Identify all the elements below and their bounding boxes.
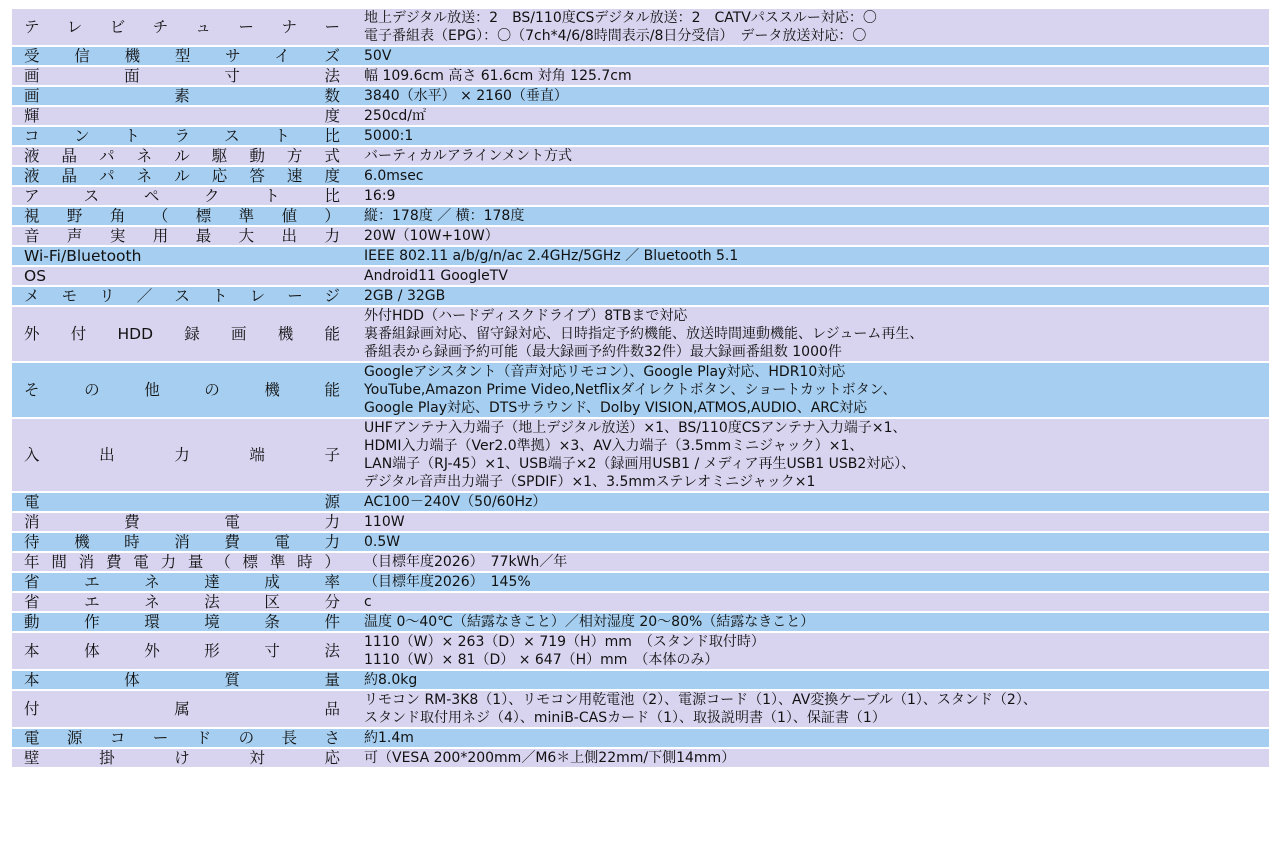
- spec-value-cell: [352, 492, 1269, 512]
- spec-value-line: （目標年度2026） 145%: [364, 574, 531, 590]
- spec-row: [12, 126, 1269, 146]
- spec-value-line: 0.5W: [364, 534, 401, 550]
- spec-label: 待機時消費電力: [24, 533, 340, 551]
- spec-label-cell: [12, 670, 352, 690]
- spec-value-line: 16:9: [364, 188, 396, 204]
- spec-label: 動作環境条件: [24, 613, 340, 631]
- spec-label: 画素数: [24, 87, 340, 105]
- spec-value-cell: [352, 632, 1269, 670]
- spec-value-cell: [352, 532, 1269, 552]
- spec-label-cell: [12, 592, 352, 612]
- spec-label: 電源: [24, 493, 340, 511]
- spec-value-line: スタンド取付用ネジ（4）、miniB-CASカード（1）、取扱説明書（1）、保証書（1）: [364, 710, 886, 726]
- spec-row: [12, 362, 1269, 418]
- spec-label: 外付HDD録画機能: [24, 325, 340, 343]
- spec-value-line: 250cd/㎡: [364, 108, 427, 124]
- spec-row: [12, 512, 1269, 532]
- spec-value-line: 外付HDD（ハードディスクドライブ）8TBまで対応: [364, 308, 688, 324]
- spec-label-cell: [12, 46, 352, 66]
- spec-row: [12, 492, 1269, 512]
- spec-label-cell: [12, 612, 352, 632]
- spec-value-line: Google Play対応、DTSサラウンド、Dolby VISION,ATMOS,AUDIO、ARC対応: [364, 400, 868, 416]
- spec-value-cell: [352, 266, 1269, 286]
- spec-row: [12, 286, 1269, 306]
- spec-label-cell: [12, 186, 352, 206]
- spec-label: テレビチューナー: [24, 18, 340, 36]
- spec-row: [12, 572, 1269, 592]
- spec-value-line: 110W: [364, 514, 405, 530]
- spec-value-line: バーティカルアラインメント方式: [364, 148, 573, 164]
- spec-value-cell: [352, 728, 1269, 748]
- spec-value-line: HDMI入力端子（Ver2.0準拠）×3、AV入力端子（3.5mmミニジャック）×1、: [364, 438, 864, 454]
- spec-label: コントラスト比: [24, 127, 340, 145]
- spec-row: [12, 186, 1269, 206]
- spec-label: 輝度: [24, 107, 340, 125]
- spec-label-cell: [12, 418, 352, 492]
- spec-value-cell: [352, 86, 1269, 106]
- spec-value-cell: [352, 226, 1269, 246]
- spec-label-cell: [12, 106, 352, 126]
- spec-label-cell: [12, 362, 352, 418]
- spec-value-cell: [352, 46, 1269, 66]
- spec-row: [12, 592, 1269, 612]
- spec-label: 電源コードの長さ: [24, 729, 340, 747]
- spec-label-cell: [12, 266, 352, 286]
- spec-label-cell: [12, 166, 352, 186]
- spec-label: 省エネ法区分: [24, 593, 340, 611]
- spec-value-cell: [352, 146, 1269, 166]
- spec-row: [12, 166, 1269, 186]
- spec-value-line: 3840（水平） × 2160（垂直）: [364, 88, 568, 104]
- spec-value-cell: [352, 66, 1269, 86]
- spec-row: [12, 670, 1269, 690]
- spec-value-cell: [352, 9, 1269, 46]
- spec-value-line: 約1.4m: [364, 730, 414, 746]
- spec-row: [12, 418, 1269, 492]
- spec-label: 画面寸法: [24, 67, 340, 85]
- spec-label: OS: [24, 267, 47, 285]
- spec-row: [12, 9, 1269, 46]
- spec-row: [12, 246, 1269, 266]
- spec-value-line: リモコン RM-3K8（1）、リモコン用乾電池（2）、電源コード（1）、AV変換ケーブル（1）、スタンド（2）、: [364, 692, 1037, 708]
- spec-value-line: デジタル音声出力端子（SPDIF）×1、3.5mmステレオミニジャック×1: [364, 474, 816, 490]
- spec-value-line: 縦：178度 ／ 横：178度: [364, 208, 525, 224]
- spec-label: 音声実用最大出力: [24, 227, 340, 245]
- spec-label: メモリ／ストレージ: [24, 287, 340, 305]
- spec-value-cell: [352, 552, 1269, 572]
- spec-label: その他の機能: [24, 381, 340, 399]
- spec-value-cell: [352, 106, 1269, 126]
- spec-label: 消費電力: [24, 513, 340, 531]
- spec-value-cell: [352, 670, 1269, 690]
- spec-row: [12, 306, 1269, 362]
- spec-value-line: 1110（W）× 81（D） × 647（H）mm （本体のみ）: [364, 652, 719, 668]
- spec-row: [12, 532, 1269, 552]
- spec-row: [12, 146, 1269, 166]
- spec-label: 視野角（標準値）: [24, 207, 340, 225]
- spec-label-cell: [12, 748, 352, 768]
- spec-label-cell: [12, 306, 352, 362]
- spec-row: [12, 690, 1269, 728]
- spec-value-line: c: [364, 594, 372, 610]
- spec-row: [12, 106, 1269, 126]
- spec-label-cell: [12, 572, 352, 592]
- spec-label-cell: [12, 206, 352, 226]
- spec-value-line: 50V: [364, 48, 392, 64]
- spec-label-cell: [12, 126, 352, 146]
- spec-label: 本体質量: [24, 671, 340, 689]
- spec-value-line: 20W（10W+10W）: [364, 228, 499, 244]
- spec-table-body: [12, 9, 1269, 768]
- spec-value-line: 約8.0kg: [364, 672, 418, 688]
- spec-label: 付属品: [24, 700, 340, 718]
- spec-row: [12, 632, 1269, 670]
- spec-label-cell: [12, 146, 352, 166]
- spec-row: [12, 226, 1269, 246]
- spec-value-cell: [352, 592, 1269, 612]
- spec-value-line: UHFアンテナ入力端子（地上デジタル放送）×1、BS/110度CSアンテナ入力端子×1、: [364, 420, 907, 436]
- spec-value-line: 2GB / 32GB: [364, 288, 446, 304]
- spec-value-line: 可（VESA 200*200mm／M6＊上側22mm/下側14mm）: [364, 750, 736, 766]
- spec-value-cell: [352, 572, 1269, 592]
- spec-label-cell: [12, 9, 352, 46]
- spec-value-cell: [352, 246, 1269, 266]
- spec-value-line: 地上デジタル放送：2 BS/110度CSデジタル放送：2 CATVパススルー対応：〇: [364, 10, 877, 26]
- spec-value-line: （目標年度2026） 77kWh／年: [364, 554, 568, 570]
- spec-label-cell: [12, 552, 352, 572]
- spec-value-cell: [352, 306, 1269, 362]
- spec-value-line: 幅 109.6cm 高さ 61.6cm 対角 125.7cm: [364, 68, 632, 84]
- spec-label-cell: [12, 512, 352, 532]
- spec-label-cell: [12, 728, 352, 748]
- spec-row: [12, 206, 1269, 226]
- spec-value-line: Googleアシスタント（音声対応リモコン）、Google Play対応、HDR10対応: [364, 364, 846, 380]
- spec-value-cell: [352, 362, 1269, 418]
- spec-value-line: 温度 0～40℃（結露なきこと）／相対湿度 20～80%（結露なきこと）: [364, 614, 815, 630]
- spec-row: [12, 86, 1269, 106]
- spec-row: [12, 748, 1269, 768]
- spec-value-cell: [352, 206, 1269, 226]
- spec-value-line: 5000:1: [364, 128, 414, 144]
- spec-value-cell: [352, 186, 1269, 206]
- spec-value-line: 番組表から録画予約可能（最大録画予約件数32件）最大録画番組数 1000件: [364, 344, 842, 360]
- spec-label: 壁掛け対応: [24, 749, 340, 767]
- spec-row: [12, 266, 1269, 286]
- spec-value-line: IEEE 802.11 a/b/g/n/ac 2.4GHz/5GHz ／ Bluetooth 5.1: [364, 248, 739, 264]
- spec-label-cell: [12, 532, 352, 552]
- spec-label: Wi-Fi/Bluetooth: [24, 247, 142, 265]
- spec-value-line: 6.0msec: [364, 168, 424, 184]
- spec-label: 液晶パネル駆動方式: [24, 147, 340, 165]
- spec-value-cell: [352, 166, 1269, 186]
- spec-row: [12, 66, 1269, 86]
- spec-label: アスペクト比: [24, 187, 340, 205]
- spec-value-cell: [352, 512, 1269, 532]
- spec-label: 液晶パネル応答速度: [24, 167, 340, 185]
- spec-value-line: 1110（W）× 263（D）× 719（H）mm （スタンド取付時）: [364, 634, 765, 650]
- spec-label-cell: [12, 632, 352, 670]
- spec-label-cell: [12, 246, 352, 266]
- spec-value-cell: [352, 286, 1269, 306]
- spec-value-cell: [352, 612, 1269, 632]
- spec-value-line: 電子番組表（EPG）：〇（7ch*4/6/8時間表示/8日分受信） データ放送対応：〇: [364, 28, 867, 44]
- spec-value-cell: [352, 690, 1269, 728]
- spec-value-line: Android11 GoogleTV: [364, 268, 508, 284]
- spec-label: 受信機型サイズ: [24, 47, 340, 65]
- spec-label: 年間消費電力量（標準時）: [24, 553, 340, 571]
- spec-value-cell: [352, 126, 1269, 146]
- spec-value-line: LAN端子（RJ-45）×1、USB端子×2（録画用USB1 / メディア再生USB1 USB2対応）、: [364, 456, 916, 472]
- spec-value-line: 裏番組録画対応、留守録対応、日時指定予約機能、放送時間連動機能、レジューム再生、: [364, 326, 924, 342]
- spec-value-cell: [352, 418, 1269, 492]
- spec-label: 本体外形寸法: [24, 642, 340, 660]
- spec-label: 省エネ達成率: [24, 573, 340, 591]
- spec-row: [12, 612, 1269, 632]
- spec-row: [12, 46, 1269, 66]
- spec-value-line: YouTube,Amazon Prime Video,Netflixダイレクトボタン、ショートカットボタン、: [364, 382, 897, 398]
- spec-label-cell: [12, 690, 352, 728]
- spec-label-cell: [12, 286, 352, 306]
- spec-row: [12, 728, 1269, 748]
- spec-label-cell: [12, 66, 352, 86]
- spec-label: 入出力端子: [24, 446, 340, 464]
- spec-label-cell: [12, 86, 352, 106]
- spec-table: [12, 9, 1269, 769]
- spec-label-cell: [12, 226, 352, 246]
- spec-label-cell: [12, 492, 352, 512]
- spec-value-cell: [352, 748, 1269, 768]
- spec-value-line: AC100－240V（50/60Hz）: [364, 494, 547, 510]
- spec-row: [12, 552, 1269, 572]
